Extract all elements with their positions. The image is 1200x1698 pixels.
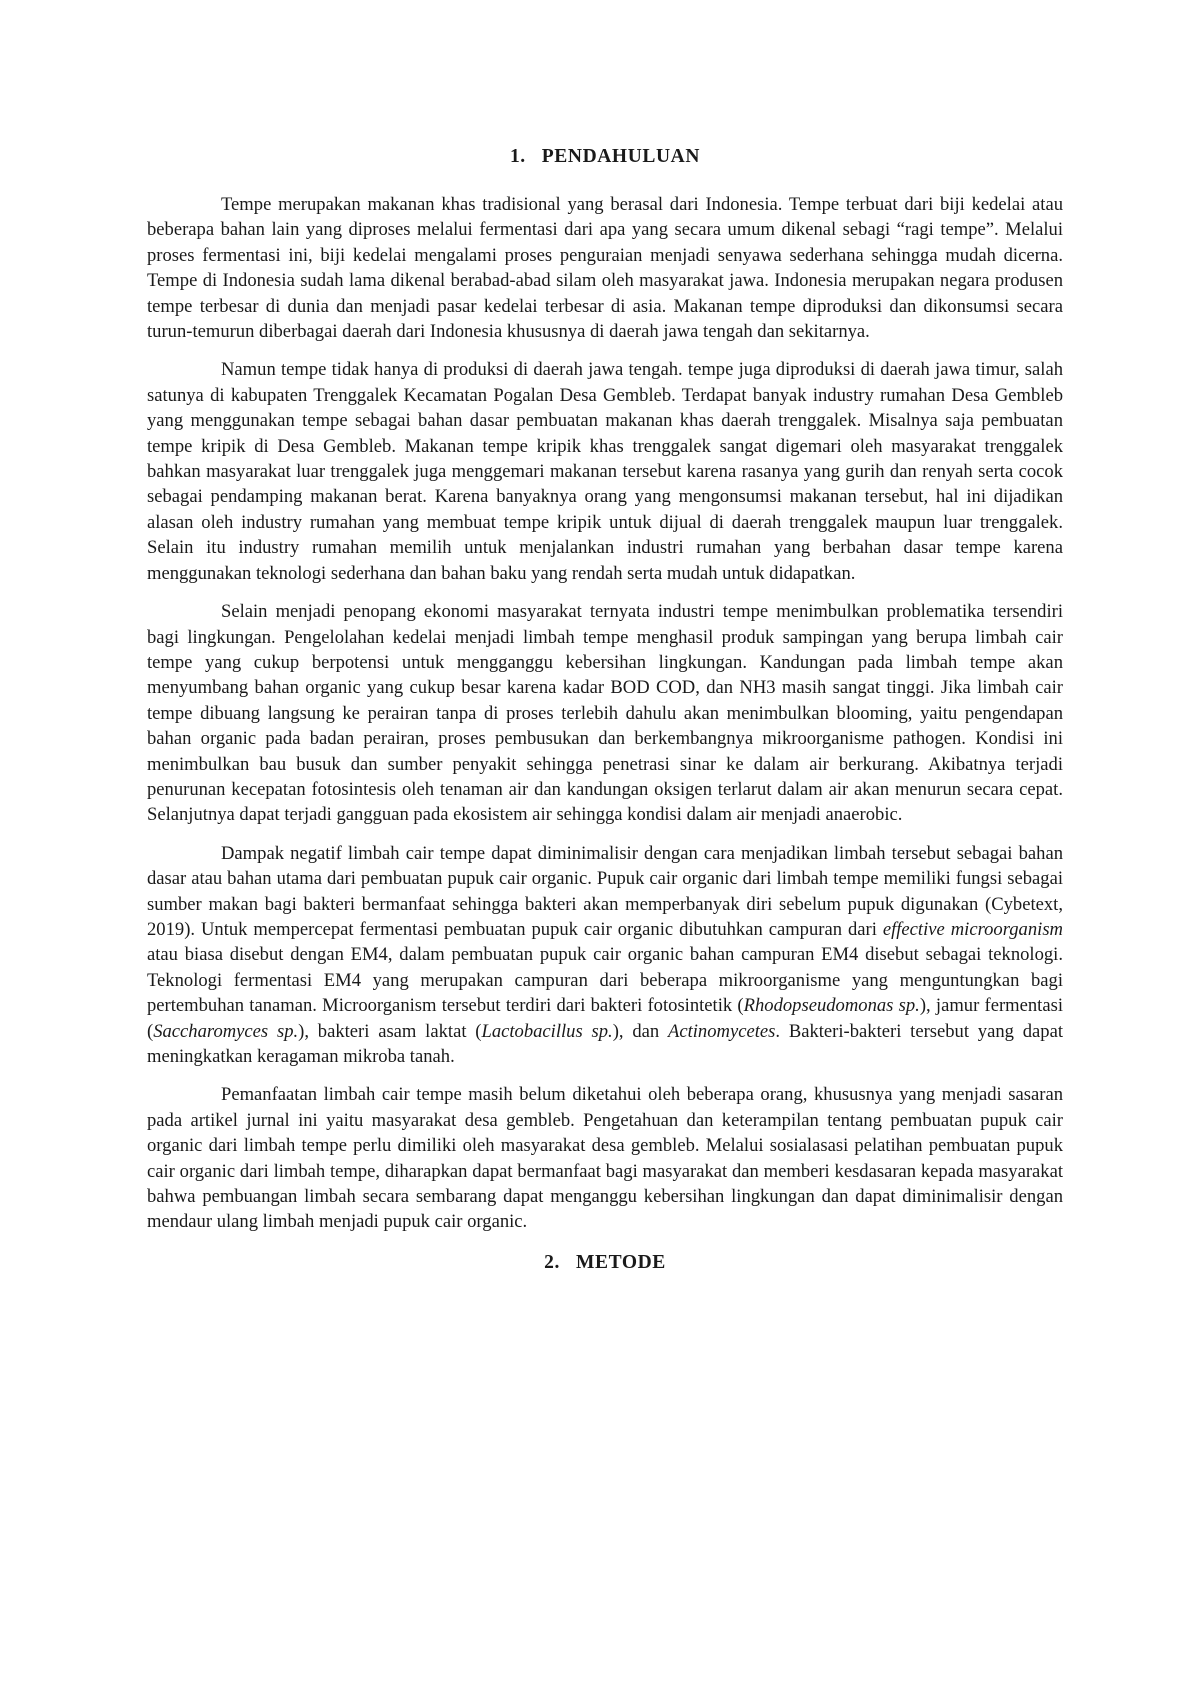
text-run: ), jamur fermentasi (	[147, 995, 1063, 1042]
document-body	[147, 142, 1063, 1278]
text-run: ), dan	[612, 1020, 668, 1042]
text-run: . Bakteri-bakteri tersebut yang dapat meningkatkan keragaman mikroba tanah.	[147, 1020, 1064, 1067]
section-title: METODE	[575, 1251, 666, 1273]
section-heading-pendahuluan	[147, 142, 1063, 172]
italic-species-name: Actinomycetes	[667, 1020, 776, 1042]
section-heading-metode	[147, 1248, 1063, 1278]
paragraph-pupuk-cair-em4	[147, 841, 1063, 1070]
italic-term: effective microorganism	[882, 918, 1063, 940]
italic-species-name: Saccharomyces sp.	[153, 1020, 299, 1042]
paragraph-intro-tempe: Tempe merupakan makanan khas tradisional yang berasal dari Indonesia. Tempe terbuat dari biji kedelai atau beberapa bahan lain yang diproses melalui fermentasi dari apa yang secara umum dikenal sebagi “ragi tempe”. Melalui proses fermentasi ini, biji kedelai mengalami proses penguraian menjadi senyawa sederhana sehingga mudah dicerna. Tempe di Indonesia sudah lama dikenal berabad-abad silam oleh masyarakat jawa. Indonesia merupakan negara produsen tempe terbesar di dunia dan menjadi pasar kedelai terbesar di asia. Makanan tempe diproduksi dan dikonsumsi secara turun-temurun diberbagai daerah dari Indonesia khususnya di daerah jawa tengah dan sekitarnya.	[147, 194, 1063, 343]
paragraph-tempe-trenggalek: Namun tempe tidak hanya di produksi di daerah jawa tengah. tempe juga diproduksi di daerah jawa timur, salah satunya di kabupaten Trenggalek Kecamatan Pogalan Desa Gembleb. Terdapat banyak industry rumahan Desa Gembleb yang menggunakan tempe sebagai bahan dasar pembuatan makanan khas daerah trenggalek. Misalnya saja pembuatan tempe kripik di Desa Gembleb. Makanan tempe kripik khas trenggalek sangat digemari oleh masyarakat trenggalek bahkan masyarakat luar trenggalek juga menggemari makanan tersebut karena rasanya yang gurih dan renyah serta cocok sebagai pendamping makanan berat. Karena banyaknya orang yang mengonsumsi makanan tersebut, hal ini dijadikan alasan oleh industry rumahan yang membuat tempe kripik untuk dijual di daerah trenggalek maupun luar trenggalek. Selain itu industry rumahan memilih untuk menjalankan industri rumahan yang berbahan dasar tempe karena menggunakan teknologi sederhana dan bahan baku yang rendah serta mudah untuk didapatkan.	[147, 359, 1063, 584]
section-number: 1.	[509, 146, 526, 167]
text-run: atau biasa disebut dengan EM4, dalam pembuatan pupuk cair organic bahan campuran EM4 disebut sebagai teknologi. Teknologi fermentasi EM4 yang merupakan campuran dari beberapa mikroorganisme yang menguntungkan bagi pertembuhan tanaman. Microorganism tersebut terdiri dari bakteri fotosintetik (	[147, 944, 1063, 1017]
paragraph-limbah-problem: Selain menjadi penopang ekonomi masyarakat ternyata industri tempe menimbulkan problematika tersendiri bagi lingkungan. Pengelolahan kedelai menjadi limbah tempe menghasil produk sampingan yang berupa limbah cair tempe yang cukup berpotensi untuk mengganggu kebersihan lingkungan. Kandungan pada limbah tempe akan menyumbang bahan organic yang cukup besar karena kadar BOD COD, dan NH3 masih sangat tinggi. Jika limbah cair tempe dibuang langsung ke perairan tanpa di proses terlebih dahulu akan menimbulkan blooming, yaitu pengendapan bahan organic pada badan perairan, proses pembusukan dan berkembangnya mikroorganisme pathogen. Kondisi ini menimbulkan bau busuk dan sumber penyakit sehingga penetrasi sinar ke dalam air berkurang. Akibatnya terjadi penurunan kecepatan fotosintesis oleh tenaman air dan kandungan oksigen terlarut dalam air akan menurun secara cepat. Selanjutnya dapat terjadi gangguan pada ekosistem air sehingga kondisi dalam air menjadi anaerobic.	[147, 601, 1063, 826]
text-run: ), bakteri asam laktat (	[298, 1020, 482, 1042]
text-run: Dampak negatif limbah cair tempe dapat diminimalisir dengan cara menjadikan limbah tersebut sebagai bahan dasar atau bahan utama dari pembuatan pupuk cair organic. Pupuk cair organic dari limbah tempe memiliki fungsi sebagai sumber makan bagi bakteri bermanfaat sehingga bakteri akan memperbanyak diri sebelum pupuk digunakan (Cybetext, 2019). Untuk mempercepat fermentasi pembuatan pupuk cair organic dibutuhkan campuran dari	[147, 842, 1063, 940]
section-number: 2.	[544, 1251, 560, 1273]
italic-species-name: Rhodopseudomonas sp.	[743, 995, 920, 1017]
paragraph-sosialisasi: Pemanfaatan limbah cair tempe masih belum diketahui oleh beberapa orang, khususnya yang menjadi sasaran pada artikel jurnal ini yaitu masyarakat desa gembleb. Pengetahuan dan keterampilan tentang pembuatan pupuk cair organic dari limbah tempe perlu dimiliki oleh masyarakat desa gembleb. Melalui sosialasasi pelatihan pembuatan pupuk cair organic dari limbah tempe, diharapkan dapat bermanfaat bagi masyarakat dan memberi kesdasaran kepada masyarakat bahwa pembuangan limbah secara sembarang dapat menganggu kebersihan lingkungan dan dapat diminimalisir dengan mendaur ulang limbah menjadi pupuk cair organic.	[147, 1084, 1063, 1233]
italic-species-name: Lactobacillus sp.	[481, 1020, 613, 1042]
section-title: PENDAHULUAN	[541, 146, 701, 167]
